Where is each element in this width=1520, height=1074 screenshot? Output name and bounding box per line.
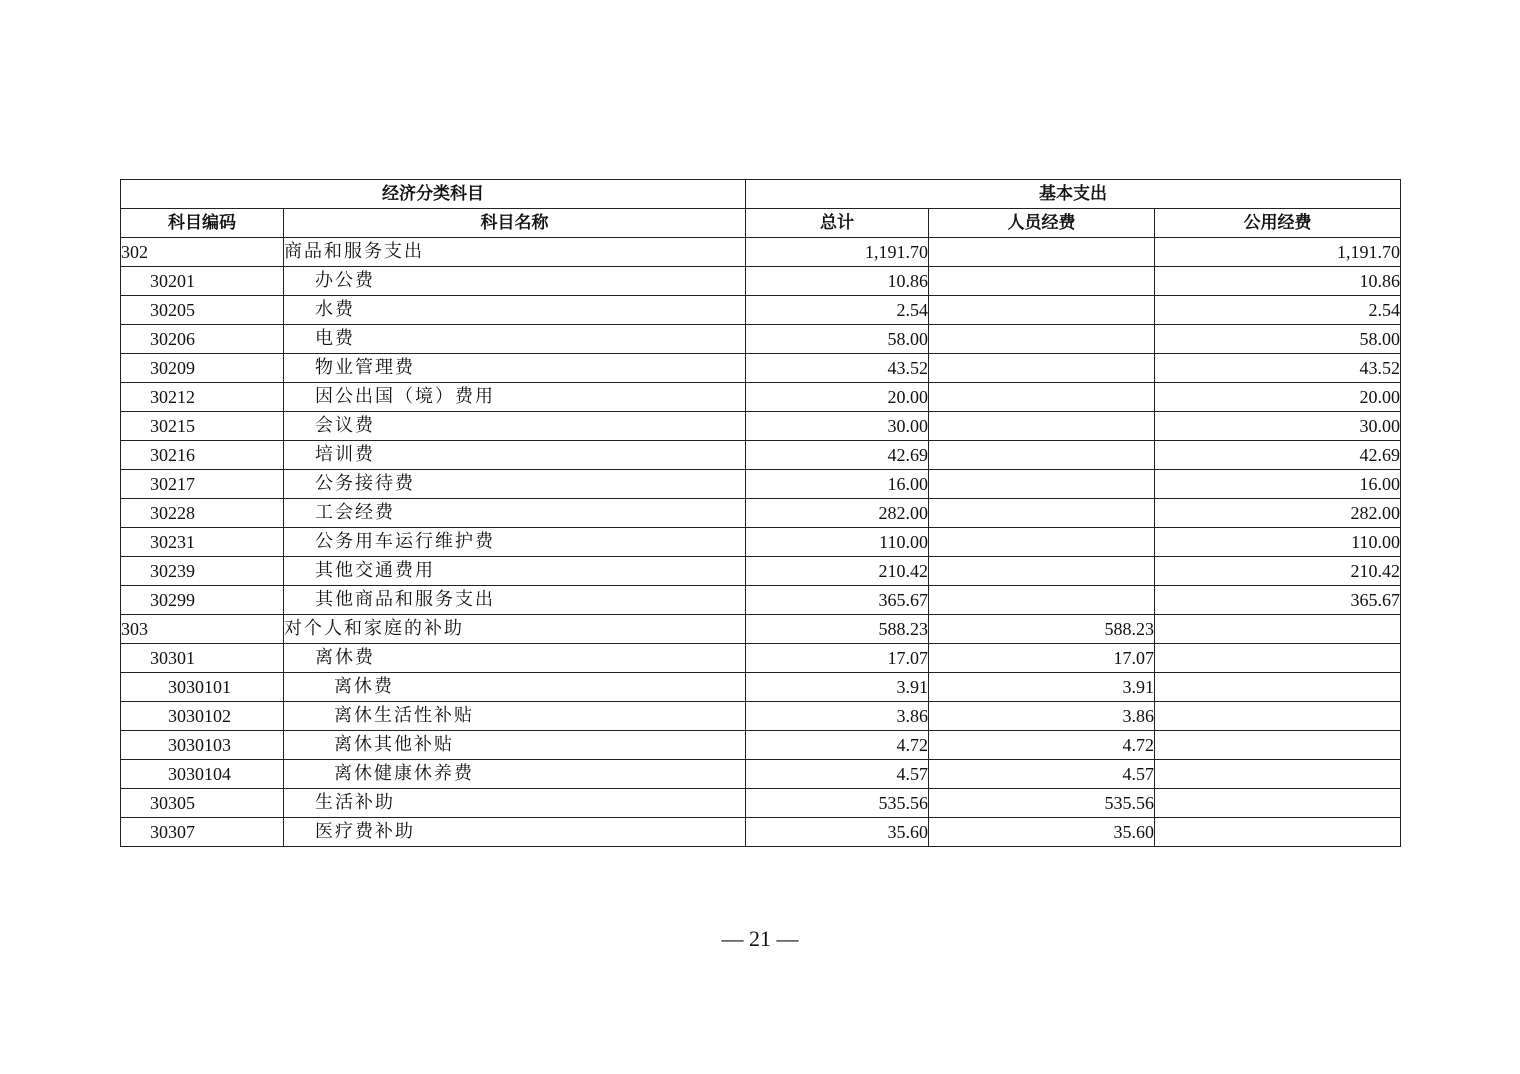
cell-total: 4.57 [746,760,929,789]
cell-name: 离休生活性补贴 [284,702,746,731]
table-row [121,528,1401,557]
table-row [121,238,1401,267]
cell-name: 对个人和家庭的补助 [284,615,746,644]
cell-public: 30.00 [1155,412,1401,441]
cell-code: 302 [121,238,284,267]
table-row [121,615,1401,644]
table-row [121,557,1401,586]
table-row [121,760,1401,789]
cell-public: 20.00 [1155,383,1401,412]
cell-personnel: 4.72 [929,731,1155,760]
cell-code: 30228 [121,499,284,528]
column-header-name: 科目名称 [284,209,746,238]
cell-personnel [929,586,1155,615]
cell-personnel [929,325,1155,354]
cell-name: 办公费 [284,267,746,296]
cell-personnel [929,528,1155,557]
cell-code: 30212 [121,383,284,412]
budget-table-container [120,179,1400,847]
cell-personnel: 4.57 [929,760,1155,789]
cell-total: 3.91 [746,673,929,702]
cell-name: 离休费 [284,644,746,673]
cell-public: 43.52 [1155,354,1401,383]
cell-public: 42.69 [1155,441,1401,470]
cell-public [1155,731,1401,760]
cell-personnel [929,296,1155,325]
table-row [121,354,1401,383]
cell-total: 282.00 [746,499,929,528]
column-header-personnel: 人员经费 [929,209,1155,238]
table-row [121,731,1401,760]
column-header-public: 公用经费 [1155,209,1401,238]
cell-name: 电费 [284,325,746,354]
cell-name: 因公出国（境）费用 [284,383,746,412]
cell-public: 16.00 [1155,470,1401,499]
cell-personnel: 3.91 [929,673,1155,702]
cell-code: 30205 [121,296,284,325]
table-body [121,238,1401,847]
group-header-row [121,180,1401,209]
cell-personnel [929,267,1155,296]
cell-code: 30206 [121,325,284,354]
column-header-total: 总计 [746,209,929,238]
cell-personnel [929,238,1155,267]
cell-code: 30216 [121,441,284,470]
cell-public: 110.00 [1155,528,1401,557]
group-header-basic-expenditure: 基本支出 [746,180,1401,209]
cell-total: 42.69 [746,441,929,470]
cell-code: 3030103 [121,731,284,760]
cell-code: 30299 [121,586,284,615]
cell-public [1155,644,1401,673]
cell-total: 20.00 [746,383,929,412]
cell-code: 30215 [121,412,284,441]
cell-name: 商品和服务支出 [284,238,746,267]
cell-public [1155,818,1401,847]
cell-public: 10.86 [1155,267,1401,296]
table-row [121,267,1401,296]
page-number: — 21 — [721,926,799,951]
cell-name: 培训费 [284,441,746,470]
table-row [121,325,1401,354]
budget-table [120,179,1401,847]
cell-personnel [929,412,1155,441]
table-row [121,441,1401,470]
cell-name: 公务用车运行维护费 [284,528,746,557]
table-row [121,383,1401,412]
cell-name: 离休费 [284,673,746,702]
cell-total: 58.00 [746,325,929,354]
cell-code: 30301 [121,644,284,673]
table-row [121,673,1401,702]
cell-total: 210.42 [746,557,929,586]
cell-name: 离休其他补贴 [284,731,746,760]
cell-code: 30201 [121,267,284,296]
cell-total: 535.56 [746,789,929,818]
cell-name: 工会经费 [284,499,746,528]
table-row [121,499,1401,528]
cell-total: 1,191.70 [746,238,929,267]
cell-personnel: 35.60 [929,818,1155,847]
cell-public: 58.00 [1155,325,1401,354]
cell-total: 4.72 [746,731,929,760]
cell-public [1155,702,1401,731]
table-row [121,412,1401,441]
cell-personnel: 17.07 [929,644,1155,673]
table-row [121,789,1401,818]
cell-personnel [929,557,1155,586]
cell-name: 生活补助 [284,789,746,818]
cell-name: 离休健康休养费 [284,760,746,789]
cell-personnel [929,354,1155,383]
cell-total: 2.54 [746,296,929,325]
cell-name: 水费 [284,296,746,325]
cell-name: 会议费 [284,412,746,441]
cell-name: 其他交通费用 [284,557,746,586]
cell-total: 365.67 [746,586,929,615]
cell-code: 30307 [121,818,284,847]
cell-code: 30231 [121,528,284,557]
cell-code: 303 [121,615,284,644]
cell-personnel [929,470,1155,499]
cell-public [1155,615,1401,644]
group-header-economic-classification: 经济分类科目 [121,180,746,209]
cell-public: 282.00 [1155,499,1401,528]
cell-total: 17.07 [746,644,929,673]
cell-code: 3030102 [121,702,284,731]
cell-public [1155,789,1401,818]
table-row [121,644,1401,673]
table-row [121,818,1401,847]
cell-personnel [929,499,1155,528]
cell-code: 30217 [121,470,284,499]
cell-personnel: 3.86 [929,702,1155,731]
cell-name: 其他商品和服务支出 [284,586,746,615]
cell-total: 3.86 [746,702,929,731]
cell-name: 公务接待费 [284,470,746,499]
cell-code: 30209 [121,354,284,383]
cell-public: 2.54 [1155,296,1401,325]
cell-code: 3030104 [121,760,284,789]
cell-personnel: 535.56 [929,789,1155,818]
cell-name: 物业管理费 [284,354,746,383]
cell-total: 10.86 [746,267,929,296]
cell-total: 30.00 [746,412,929,441]
cell-personnel: 588.23 [929,615,1155,644]
cell-public: 365.67 [1155,586,1401,615]
cell-code: 3030101 [121,673,284,702]
cell-total: 110.00 [746,528,929,557]
column-header-row [121,209,1401,238]
column-header-code: 科目编码 [121,209,284,238]
cell-total: 16.00 [746,470,929,499]
cell-public [1155,760,1401,789]
cell-public [1155,673,1401,702]
cell-code: 30305 [121,789,284,818]
table-header [121,180,1401,238]
cell-personnel [929,383,1155,412]
cell-personnel [929,441,1155,470]
cell-name: 医疗费补助 [284,818,746,847]
table-row [121,586,1401,615]
cell-total: 588.23 [746,615,929,644]
cell-public: 210.42 [1155,557,1401,586]
table-row [121,470,1401,499]
cell-total: 43.52 [746,354,929,383]
cell-public: 1,191.70 [1155,238,1401,267]
table-row [121,702,1401,731]
cell-total: 35.60 [746,818,929,847]
cell-code: 30239 [121,557,284,586]
table-row [121,296,1401,325]
